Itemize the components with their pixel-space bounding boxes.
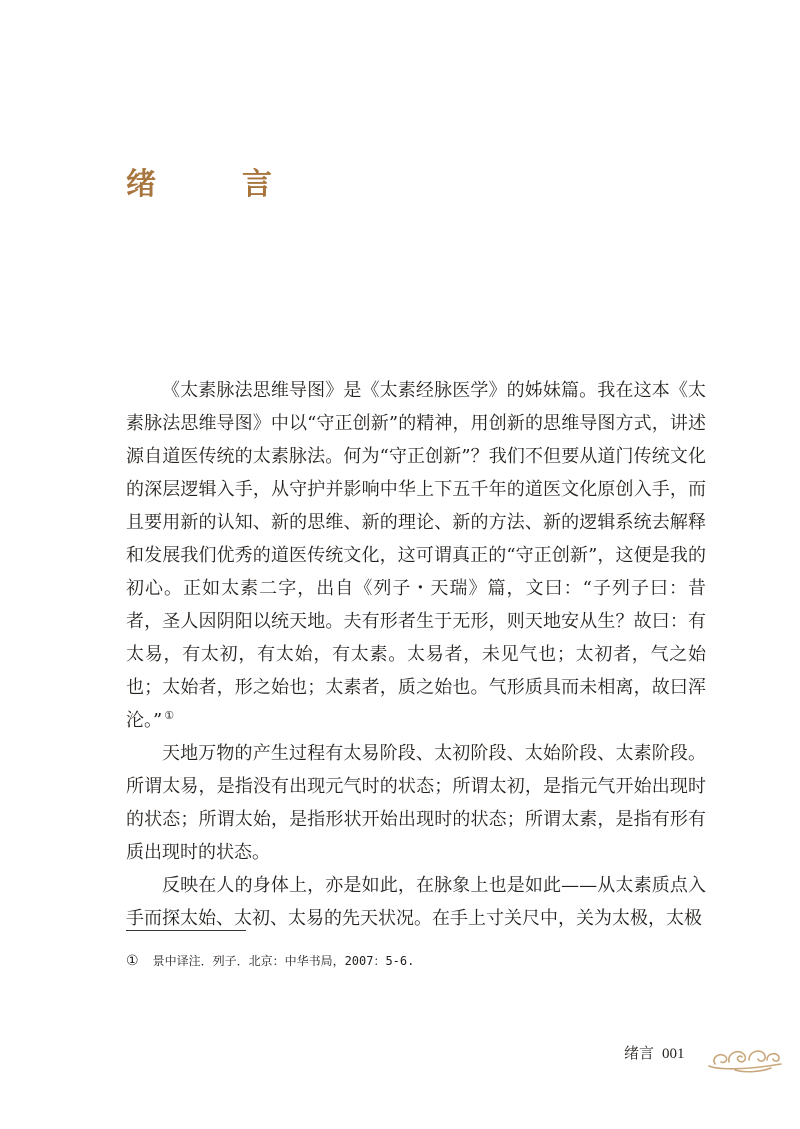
footnote-divider xyxy=(126,930,246,931)
body-text xyxy=(126,374,706,935)
chapter-title: 绪 言 xyxy=(126,167,300,203)
running-footer xyxy=(624,1043,685,1064)
paragraph-1-text: 《太素脉法思维导图》是《太素经脉医学》的姊妹篇。我在这本《太素脉法思维导图》中以“守正创新”的精神，用创新的思维导图方式，讲述源自道医传统的太素脉法。何为“守正创新”？我们不但要从道门传统文化的深层逻辑入手，从守护并影响中华上下五千年的道医文化原创入手，而且要用新的认知、新的思维、新的理论、新的方法、新的逻辑系统去解释和发展我们优秀的道医传统文化，这可谓真正的“守正创新”，这便是我的初心。正如太素二字，出自《列子・天瑞》篇，文曰：“子列子曰：昔者，圣人因阴阳以统天地。夫有形者生于无形，则天地安从生？故曰：有太易，有太初，有太始，有太素。太易者，未见气也；太初者，气之始也；太始者，形之始也；太素者，质之始也。气形质具而未相离，故曰浑沦。” xyxy=(126,380,706,731)
paragraph-1 xyxy=(126,374,706,737)
page-number: 001 xyxy=(662,1046,685,1062)
footnote-text: 景中译注．列子．北京：中华书局，2007：5-6. xyxy=(152,954,415,968)
footnote-number: ① xyxy=(126,953,139,969)
footer-section-label: 绪言 xyxy=(624,1044,655,1062)
footnote xyxy=(126,952,414,970)
paragraph-3: 反映在人的身体上，亦是如此，在脉象上也是如此——从太素质点入手而探太始、太初、太易的先天状况。在手上寸关尺中，关为太极，太极 xyxy=(126,875,706,929)
auspicious-cloud-icon xyxy=(705,1040,785,1074)
paragraph-2: 天地万物的产生过程有太易阶段、太初阶段、太始阶段、太素阶段。所谓太易，是指没有出现元气时的状态；所谓太初，是指元气开始出现时的状态；所谓太始，是指形状开始出现时的状态；所谓太素，是指有形有质出现时的状态。 xyxy=(126,743,706,863)
footnote-reference[interactable]: ① xyxy=(164,709,175,722)
